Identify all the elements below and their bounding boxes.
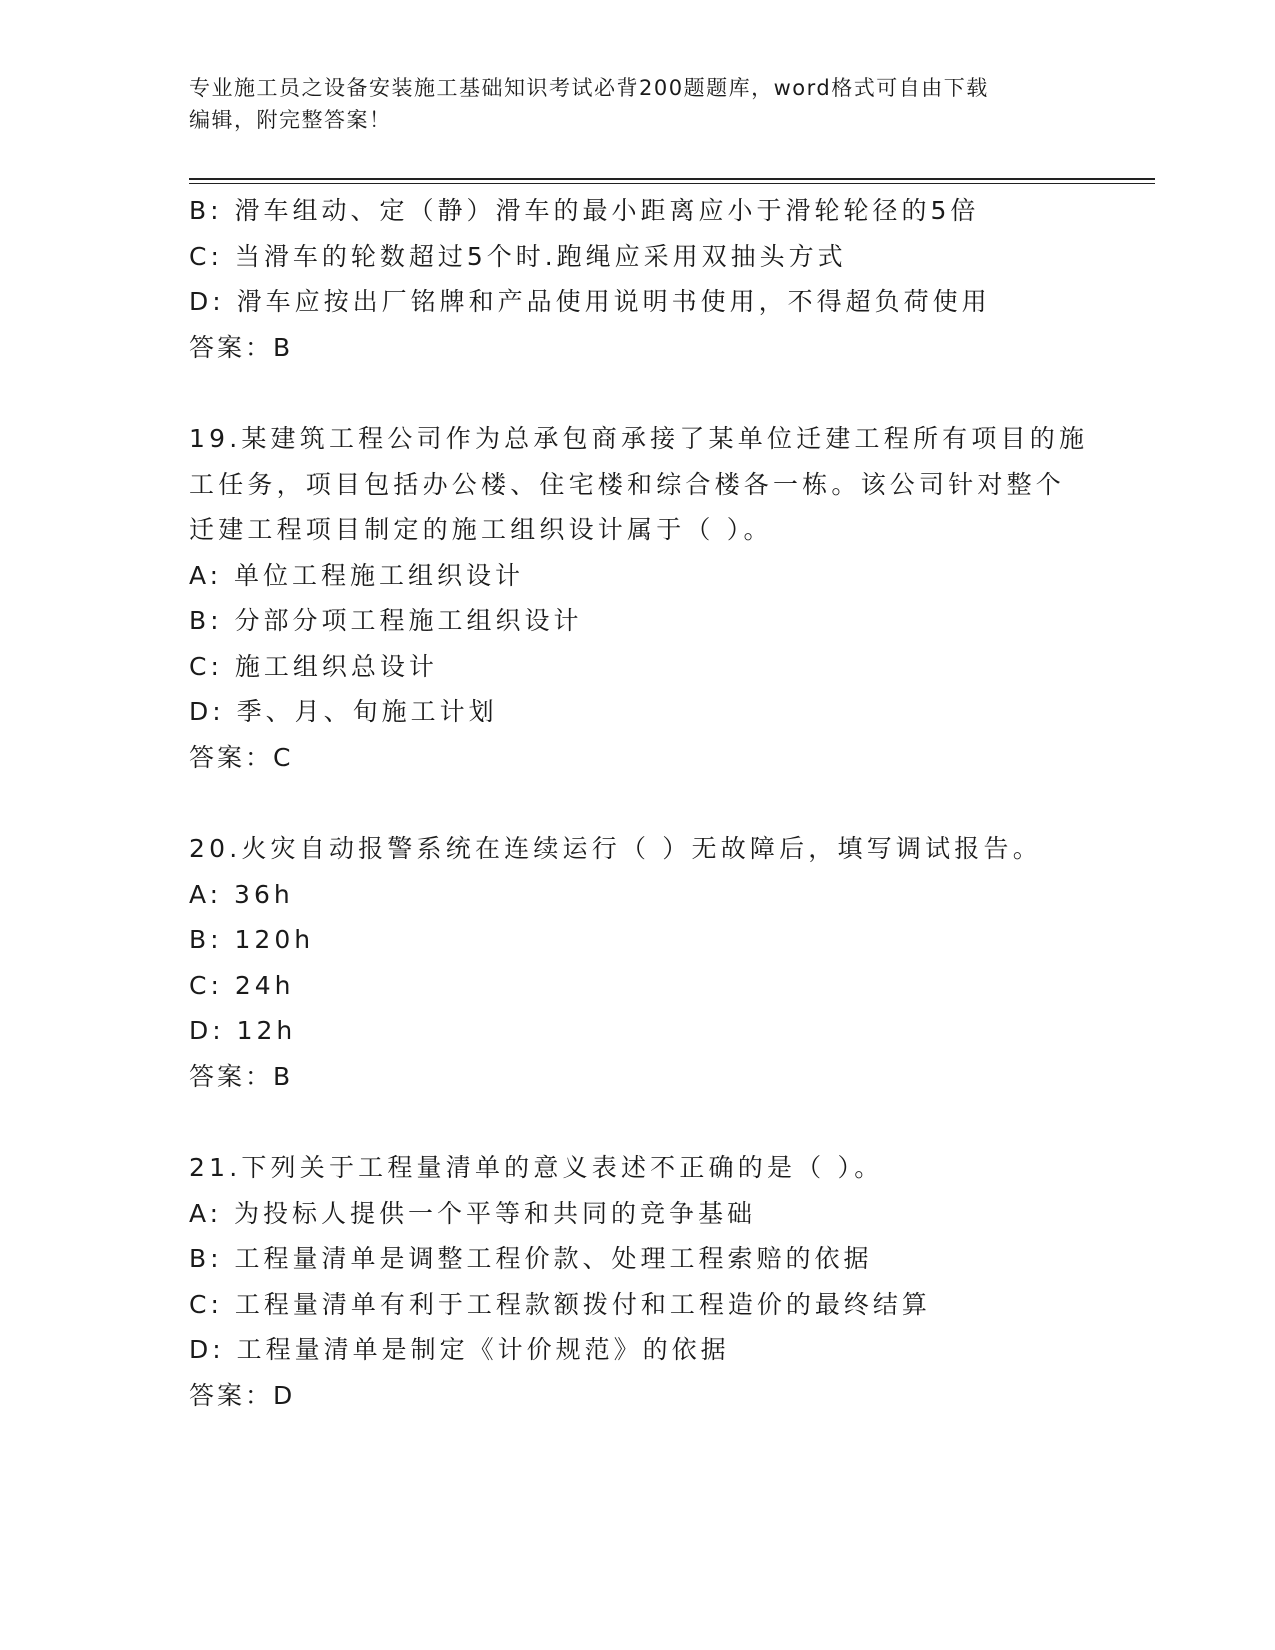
question-text-line: 21.下列关于工程量清单的意义表述不正确的是（ ）。 — [189, 1153, 884, 1182]
answer: 答案：D — [189, 1380, 296, 1410]
question-20 — [189, 826, 1089, 1099]
spacer — [189, 1099, 1089, 1145]
answer: 答案：B — [189, 332, 294, 362]
question-text-line: 工任务，项目包括办公楼、住宅楼和综合楼各一栋。该公司针对整个 — [189, 469, 1066, 499]
header-divider-thin — [189, 183, 1155, 184]
option-a: A: 为投标人提供一个平等和共同的竞争基础 — [189, 1198, 757, 1228]
option-d: D: 12h — [189, 1016, 297, 1045]
option-a: A: 单位工程施工组织设计 — [189, 560, 525, 590]
option-b: B: 滑车组动、定（静）滑车的最小距离应小于滑轮轮径的5倍 — [189, 196, 980, 225]
question-list — [189, 188, 1089, 1418]
answer: 答案：B — [189, 1061, 294, 1091]
option-d: D: 工程量清单是制定《计价规范》的依据 — [189, 1335, 730, 1364]
question-19 — [189, 416, 1089, 780]
option-b: B: 工程量清单是调整工程价款、处理工程索赔的依据 — [189, 1244, 873, 1273]
option-d: D: 季、月、旬施工计划 — [189, 697, 498, 726]
header-title-line-1: 专业施工员之设备安装施工基础知识考试必背200题题库，word格式可自由下载 — [189, 76, 989, 100]
question-text-line: 19.某建筑工程公司作为总承包商承接了某单位迁建工程所有项目的施 — [189, 424, 1089, 453]
question-21 — [189, 1145, 1089, 1418]
header-divider-thick — [189, 178, 1155, 180]
header-title-line-2: 编辑，附完整答案！ — [189, 108, 392, 132]
option-c: C: 施工组织总设计 — [189, 651, 438, 681]
option-a: A: 36h — [189, 879, 294, 909]
document-header — [189, 72, 1069, 136]
question-text-line: 迁建工程项目制定的施工组织设计属于（ ）。 — [189, 515, 773, 544]
option-d: D: 滑车应按出厂铭牌和产品使用说明书使用，不得超负荷使用 — [189, 287, 991, 316]
option-c: C: 工程量清单有利于工程款额拨付和工程造价的最终结算 — [189, 1289, 931, 1319]
option-c: C: 当滑车的轮数超过5个时.跑绳应采用双抽头方式 — [189, 241, 847, 271]
option-b: B: 120h — [189, 925, 315, 954]
spacer — [189, 780, 1089, 826]
option-c: C: 24h — [189, 970, 295, 1000]
spacer — [189, 370, 1089, 416]
question-text-line: 20.火灾自动报警系统在连续运行（ ）无故障后，填写调试报告。 — [189, 834, 1042, 863]
option-b: B: 分部分项工程施工组织设计 — [189, 606, 583, 635]
answer: 答案：C — [189, 742, 294, 772]
question-18-continued — [189, 188, 1089, 370]
